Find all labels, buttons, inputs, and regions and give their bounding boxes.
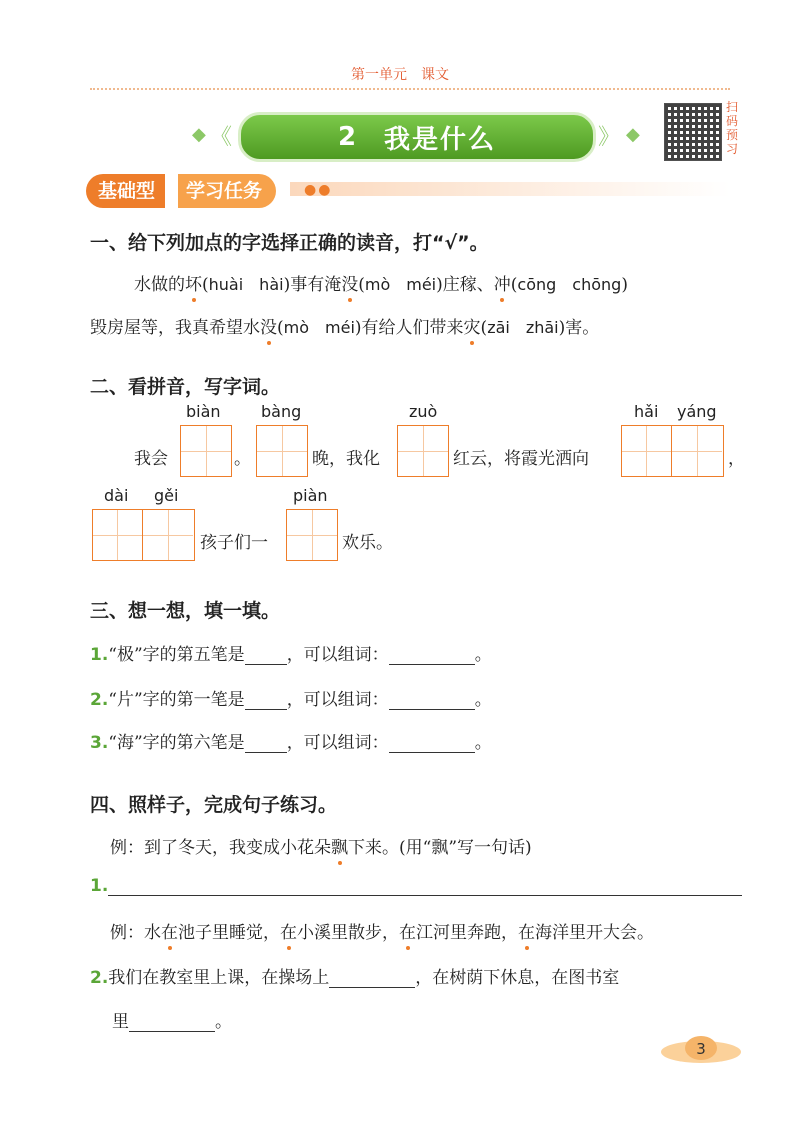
qr-label: 扫 码 预 习 (726, 100, 739, 156)
q2-heading: 二、看拼音，写字词。 (90, 376, 281, 398)
q2-text: 晚，我化 (312, 449, 380, 469)
answer-blank[interactable] (245, 734, 287, 753)
q2-text: 。 (234, 449, 251, 469)
answer-blank[interactable] (389, 691, 475, 710)
dotted-char: 飘 (331, 833, 348, 858)
dotted-char: 在 (280, 918, 297, 943)
dotted-char: 没 (341, 270, 358, 295)
pinyin: gěi (154, 486, 179, 505)
page-number-badge (660, 1036, 742, 1064)
answer-blank[interactable] (329, 969, 415, 988)
dotted-char: 在 (399, 918, 416, 943)
pinyin: hǎi (634, 402, 659, 421)
answer-blank[interactable] (245, 646, 287, 665)
answer-blank[interactable] (129, 1013, 215, 1032)
lesson-title (238, 112, 596, 162)
writing-grid[interactable] (621, 425, 724, 477)
answer-blank[interactable] (389, 646, 475, 665)
pinyin: biàn (186, 402, 221, 421)
q4-item2: 2.我们在教室里上课，在操场上 ，在树荫下休息，在图书室 (90, 968, 620, 988)
page-number: 3 (696, 1040, 706, 1058)
banner-part2: 学习任务 (178, 174, 276, 208)
header-divider (90, 88, 730, 90)
q1-heading: 一、给下列加点的字选择正确的读音，打“√”。 (90, 232, 489, 254)
writing-grid[interactable] (180, 425, 232, 477)
q4-example1: 例：到了冬天，我变成小花朵飘下来。(用“飘”写一句话) (110, 833, 532, 858)
q1-line2: 毁房屋等，我真希望水没(mò méi)有给人们带来灾(zāi zhāi)害。 (90, 313, 599, 338)
writing-grid[interactable] (256, 425, 308, 477)
q1-line1: 水做的坏(huài hài)事有淹没(mò méi)庄稼、冲(cōng chōng) (134, 270, 628, 295)
pinyin: piàn (293, 486, 328, 505)
dotted-char: 没 (260, 313, 277, 338)
writing-grid[interactable] (286, 509, 338, 561)
pinyin: bàng (261, 402, 302, 421)
dotted-char: 冲 (494, 270, 511, 295)
double-chevron-left-icon: 《 (210, 125, 233, 150)
writing-grid[interactable] (92, 509, 195, 561)
dotted-char: 在 (518, 918, 535, 943)
q2-text: 孩子们一 (200, 533, 268, 553)
q4-heading: 四、照样子，完成句子练习。 (90, 794, 338, 816)
q2-text: ， (728, 449, 745, 469)
dotted-char: 在 (161, 918, 178, 943)
lesson-number: 2 (337, 122, 359, 152)
diamond-icon: ◆ (192, 124, 206, 145)
diamond-icon: ◆ (626, 124, 640, 145)
qr-code-icon[interactable] (664, 103, 722, 161)
q4-item1: 1. (90, 876, 742, 896)
banner-part1: 基础型 (86, 174, 165, 208)
q2-text: 我会 (134, 449, 168, 469)
pinyin: dài (104, 486, 129, 505)
pinyin: yáng (677, 402, 717, 421)
q3-item: 1.“极”字的第五笔是 ，可以组词： 。 (90, 645, 492, 665)
q2-text: 红云，将霞光洒向 (453, 449, 589, 469)
dotted-char: 灾 (464, 313, 481, 338)
q2-text: 欢乐。 (342, 533, 393, 553)
double-chevron-right-icon: 》 (598, 125, 621, 150)
pinyin: zuò (409, 402, 438, 421)
q4-item2-cont: 里 。 (112, 1012, 232, 1032)
q3-item: 3.“海”字的第六笔是 ，可以组词： 。 (90, 733, 492, 753)
answer-blank[interactable] (389, 734, 475, 753)
dotted-char: 坏 (185, 270, 202, 295)
q3-item: 2.“片”字的第一笔是 ，可以组词： 。 (90, 690, 492, 710)
q4-example2: 例：水在池子里睡觉，在小溪里散步，在江河里奔跑，在海洋里开大会。 (110, 918, 654, 943)
answer-line[interactable] (108, 877, 742, 896)
answer-blank[interactable] (245, 691, 287, 710)
lesson-name: 我是什么 (384, 124, 497, 155)
writing-grid[interactable] (397, 425, 449, 477)
unit-header: 第一单元 课文 (351, 67, 449, 83)
banner-bar (290, 182, 730, 196)
q3-heading: 三、想一想，填一填。 (90, 600, 281, 622)
banner-dots-icon: ●● (304, 182, 333, 198)
